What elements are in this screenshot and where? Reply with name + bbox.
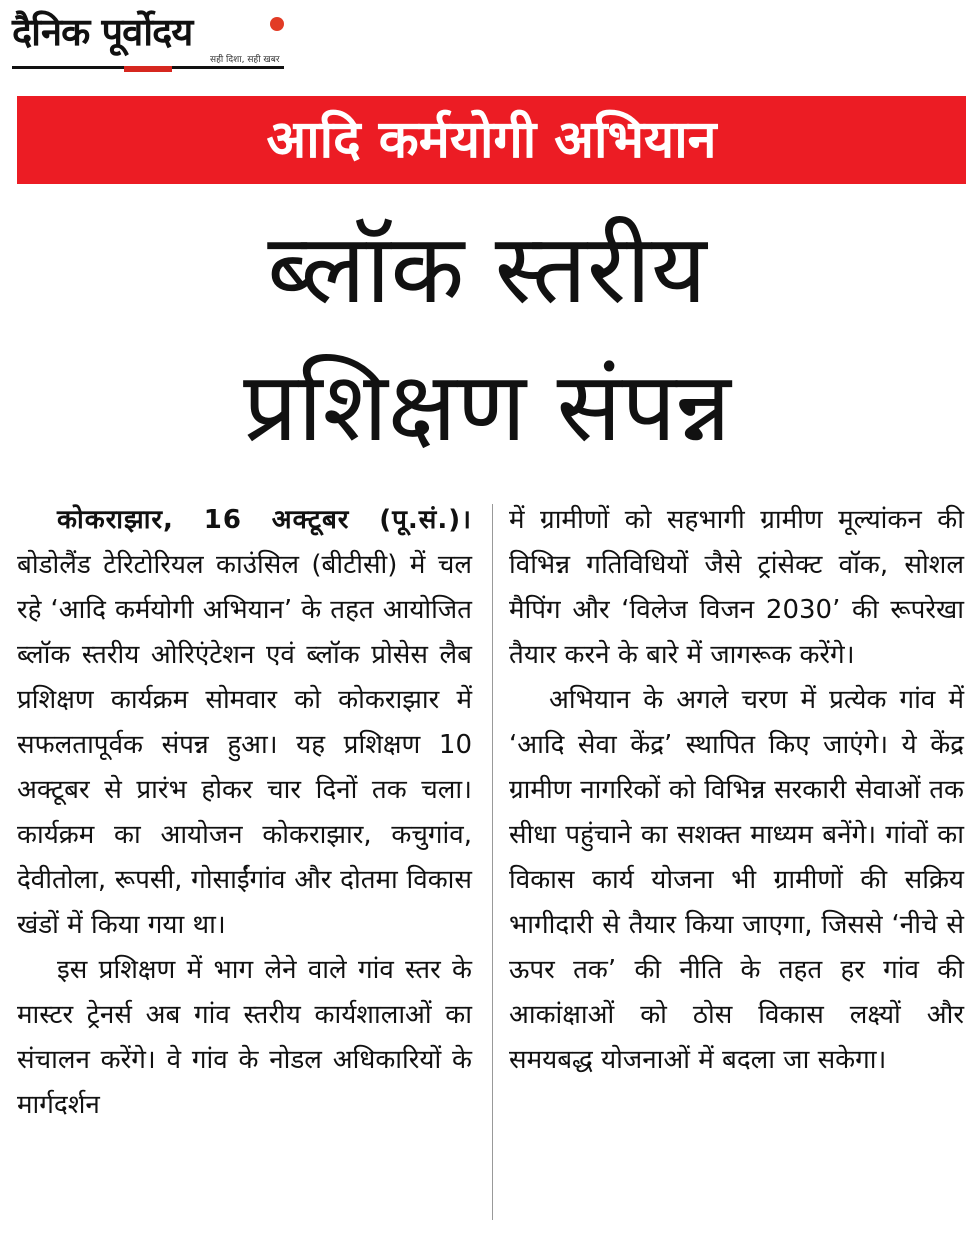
column-divider: [492, 504, 493, 1220]
article-column-right: [509, 498, 964, 1083]
headline: [0, 200, 974, 476]
dateline: कोकराझार, 16 अक्टूबर (पू.सं.)।: [57, 505, 472, 535]
article-paragraph-2: इस प्रशिक्षण में भाग लेने वाले गांव स्तर के मास्टर ट्रेनर्स अब गांव स्तरीय कार्यशालाओं का संचालन करेंगे। वे गांव के नोडल अधिकारियों के मार्गदर्शन: [17, 955, 472, 1120]
newspaper-name: दैनिक पूर्वोदय: [12, 10, 193, 54]
masthead: [12, 8, 284, 72]
article-paragraph-3: में ग्रामीणों को सहभागी ग्रामीण मूल्यांकन की विभिन्न गतिविधियों जैसे ट्रांसेक्ट वॉक, सोशल मैपिंग और ‘विलेज विजन 2030’ की रूपरेखा तैयार करने के बारे में जागरूक करेंगे।: [509, 505, 964, 670]
masthead-red-bar: [124, 66, 172, 72]
paragraph-1-text: बोडोलैंड टेरिटोरियल काउंसिल (बीटीसी) में चल रहे ‘आदि कर्मयोगी अभियान’ के तहत आयोजित ब्लॉक स्तरीय ओरिएंटेशन एवं ब्लॉक प्रोसेस लैब प्रशिक्षण कार्यक्रम सोमवार को कोकराझार में सफलतापूर्वक संपन्न हुआ। यह प्रशिक्षण 10 अक्टूबर से प्रारंभ होकर चार दिनों तक चला। कार्यक्रम का आयोजन कोकराझार, कचुगांव, देवीतोला, रूपसी, गोसाईंगांव और दोतमा विकास खंडों में किया गया था।: [17, 550, 472, 940]
article-body: [17, 498, 967, 1228]
headline-line-2: प्रशिक्षण संपन्न: [243, 351, 731, 463]
article-paragraph-1: [17, 498, 472, 948]
logo-dot-icon: [270, 17, 284, 31]
article-column-left: [17, 498, 472, 1128]
section-banner: [17, 96, 966, 184]
banner-text: आदि कर्मयोगी अभियान: [266, 110, 717, 170]
article-paragraph-4: अभियान के अगले चरण में प्रत्येक गांव में ‘आदि सेवा केंद्र’ स्थापित किए जाएंगे। ये केंद्र ग्रामीण नागरिकों को विभिन्न सरकारी सेवाओं तक सीधा पहुंचाने का सशक्त माध्यम बनेंगे। गांवों का विकास कार्य योजना भी ग्रामीणों की सक्रिय भागीदारी से तैयार किया जाएगा, जिससे ‘नीचे से ऊपर तक’ की नीति के तहत हर गांव की आकांक्षाओं को ठोस विकास लक्ष्यों और समयबद्ध योजनाओं में बदला जा सकेगा।: [509, 685, 964, 1075]
headline-line-1: ब्लॉक स्तरीय: [267, 213, 707, 325]
newspaper-tagline: सही दिशा, सही खबर: [210, 55, 280, 65]
